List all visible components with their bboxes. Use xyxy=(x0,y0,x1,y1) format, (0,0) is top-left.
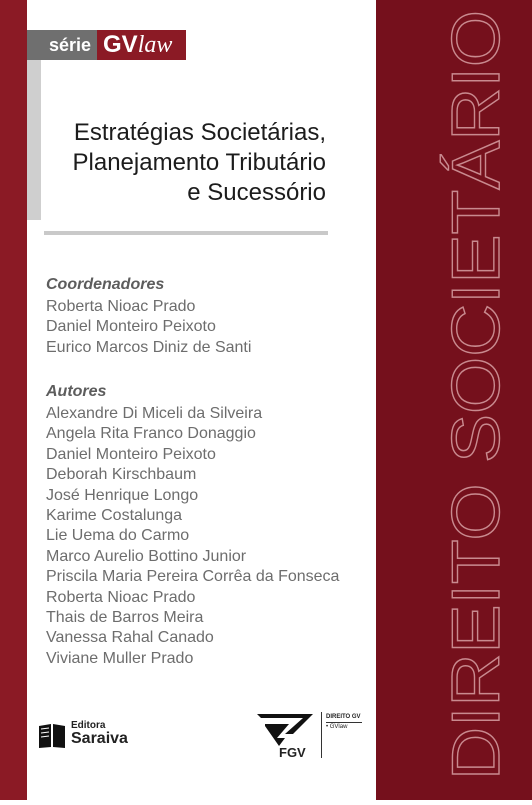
title-line: Planejamento Tributário xyxy=(72,149,326,176)
author-name: Priscila Maria Pereira Corrêa da Fonseca xyxy=(46,568,340,586)
gvlaw-label: • GVlaw xyxy=(326,724,348,730)
coordinator-name: Eurico Marcos Diniz de Santi xyxy=(46,338,252,356)
logo-divider xyxy=(321,712,322,758)
coordinators-label: Coordenadores xyxy=(46,276,165,293)
author-name: Angela Rita Franco Donaggio xyxy=(46,425,256,443)
author-name: Alexandre Di Miceli da Silveira xyxy=(46,405,263,422)
author-name: Roberta Nioac Prado xyxy=(46,588,196,606)
author-name: Karime Costalunga xyxy=(46,507,183,525)
series-brand-gv: GV xyxy=(103,31,138,58)
title-underline xyxy=(44,231,328,235)
author-name: Thais de Barros Meira xyxy=(46,609,204,627)
direito-gv-rule xyxy=(326,722,362,723)
author-name: Lie Uema do Carmo xyxy=(46,527,190,545)
author-name: José Henrique Longo xyxy=(46,486,199,504)
publisher-logo xyxy=(37,718,167,752)
fgv-logo-text: FGV xyxy=(279,745,306,760)
coordinator-name: Roberta Nioac Prado xyxy=(46,298,196,315)
series-brand xyxy=(97,30,186,60)
book-title xyxy=(0,118,326,208)
authors-label: Autores xyxy=(46,383,107,400)
title-line: e Sucessório xyxy=(187,179,326,206)
spine-title: DIREITO SOCIETÁRIO xyxy=(438,67,514,780)
author-name: Viviane Muller Prado xyxy=(46,649,194,667)
coordinator-name: Daniel Monteiro Peixoto xyxy=(46,318,216,336)
direito-gv-label: DIREITO GV xyxy=(326,714,361,720)
publisher-line1: Editora xyxy=(71,720,106,731)
series-prefix: série xyxy=(27,30,97,60)
series-badge xyxy=(27,30,186,60)
authors-list xyxy=(46,404,339,669)
spine-title-svg xyxy=(381,0,521,800)
series-brand-law: law xyxy=(137,32,173,58)
title-line: Estratégias Societárias, xyxy=(73,119,326,146)
spine-title-area xyxy=(381,0,521,800)
publisher-line2: Saraiva xyxy=(71,730,128,747)
coordinators-list xyxy=(46,297,251,358)
author-name: Deborah Kirschbaum xyxy=(46,466,197,484)
author-name: Vanessa Rahal Canado xyxy=(46,629,214,647)
author-name: Daniel Monteiro Peixoto xyxy=(46,445,216,463)
saraiva-book-icon xyxy=(37,720,67,750)
author-name: Marco Aurelio Bottino Junior xyxy=(46,547,247,565)
